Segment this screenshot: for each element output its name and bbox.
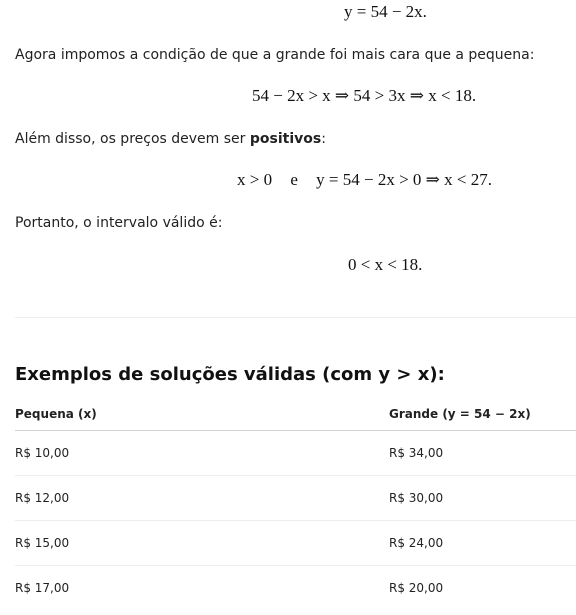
table-cell-large: R$ 30,00 <box>389 476 576 521</box>
examples-heading: Exemplos de soluções válidas (com y > x): <box>15 364 445 385</box>
equation-inequality-2-left: x > 0 <box>237 170 273 189</box>
table-cell-large: R$ 24,00 <box>389 521 576 566</box>
equation-conjunction: e <box>290 170 298 189</box>
equation-y: y = 54 − 2x. <box>344 2 427 21</box>
equation-inequality-2-right: y = 54 − 2x > 0 ⇒ x < 27. <box>316 170 492 189</box>
column-header-small: Pequena (x) <box>15 398 389 431</box>
table-row <box>15 566 576 611</box>
examples-table <box>15 398 576 610</box>
paragraph-positive-suffix: : <box>321 131 326 147</box>
table-header-row <box>15 398 576 431</box>
equation-inequality-1: 54 − 2x > x ⇒ 54 > 3x ⇒ x < 18. <box>252 86 477 105</box>
paragraph-interval-intro: Portanto, o intervalo válido é: <box>15 215 223 231</box>
paragraph-positive-prefix: Além disso, os preços devem ser <box>15 131 250 147</box>
equation-inequality-2 <box>237 170 492 190</box>
table-cell-small: R$ 17,00 <box>15 581 70 595</box>
positive-emphasis: positivos <box>249 131 322 147</box>
table-cell-large: R$ 34,00 <box>389 431 576 476</box>
table-cell-small: R$ 10,00 <box>15 431 389 476</box>
paragraph-positive <box>15 131 326 147</box>
table-row <box>15 431 576 476</box>
table-cell-large: R$ 20,00 <box>389 581 444 595</box>
table-cell-small: R$ 15,00 <box>15 521 389 566</box>
column-header-large: Grande (y = 54 − 2x) <box>389 398 576 431</box>
equation-interval: 0 < x < 18. <box>348 255 423 274</box>
paragraph-condition: Agora impomos a condição de que a grande foi mais cara que a pequena: <box>15 47 535 63</box>
table-cell-small: R$ 12,00 <box>15 476 389 521</box>
table-row <box>15 521 576 566</box>
section-divider <box>15 317 576 318</box>
table-row <box>15 476 576 521</box>
